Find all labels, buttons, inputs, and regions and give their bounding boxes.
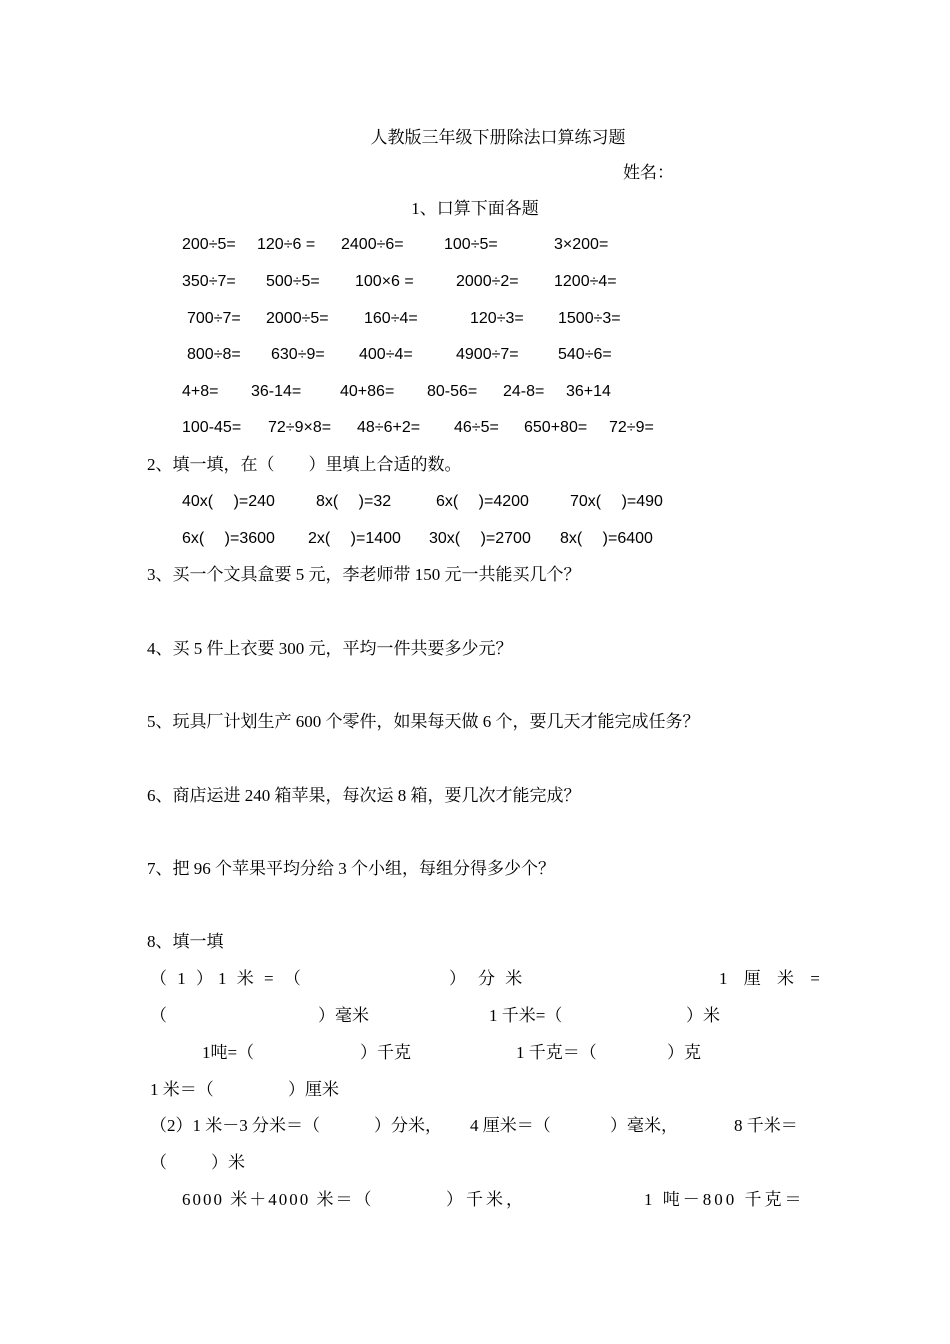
question-5: 5、玩具厂计划生产 600 个零件，如果每天做 6 个，要几天才能完成任务？	[147, 712, 700, 731]
conversion-text: 1 吨－800 千克＝	[644, 1190, 805, 1209]
section-2-heading: 2、填一填，在（ ）里填上合适的数。	[147, 455, 462, 474]
conversion-text: ）毫米	[318, 1006, 369, 1025]
problem: 120÷6 =	[257, 236, 316, 253]
conversion-text: ）千米，	[446, 1190, 526, 1209]
problem: 4900÷7=	[456, 346, 519, 363]
fill-blank-problem: 70x( )=490	[570, 493, 663, 510]
conversion-text: ）千克	[360, 1043, 411, 1062]
problem: 200÷5=	[182, 236, 236, 253]
part-1-label: （ 1 ）	[150, 969, 216, 988]
problem: 40+86=	[340, 383, 395, 400]
page-title: 人教版三年级下册除法口算练习题	[370, 128, 626, 147]
problem: 46÷5=	[454, 419, 499, 436]
problem: 36+14	[566, 383, 611, 400]
conversion-text: ）克	[667, 1043, 701, 1062]
section-8-heading: 8、填一填	[147, 932, 224, 951]
fill-blank-problem: 8x( )=6400	[560, 530, 653, 547]
problem: 350÷7=	[182, 273, 236, 290]
problem: 48÷6+2=	[357, 419, 421, 436]
problem: 72÷9×8=	[268, 419, 332, 436]
conversion-text: 1 厘 米 =	[719, 969, 826, 988]
conversion-text: 8 千米＝	[734, 1116, 798, 1135]
fill-blank-problem: 2x( )=1400	[308, 530, 401, 547]
conversion-text: 1 千米=（	[489, 1006, 563, 1025]
question-3: 3、买一个文具盒要 5 元，李老师带 150 元一共能买几个？	[147, 565, 581, 584]
problem: 1500÷3=	[558, 310, 621, 327]
fill-blank-problem: 6x( )=4200	[436, 493, 529, 510]
problem: 650+80=	[524, 419, 588, 436]
problem: 2000÷5=	[266, 310, 329, 327]
conversion-text: 1吨=（	[202, 1043, 255, 1062]
problem: 100-45=	[182, 419, 242, 436]
conversion-text: ）米	[686, 1006, 720, 1025]
problem: 72÷9=	[609, 419, 654, 436]
fill-blank-problem: 6x( )=3600	[182, 530, 275, 547]
problem: 800÷8=	[187, 346, 241, 363]
name-label: 姓名：	[623, 163, 674, 182]
conversion-text: ）厘米	[288, 1080, 339, 1099]
conversion-text: ）分米，	[374, 1116, 442, 1135]
problem: 540÷6=	[558, 346, 612, 363]
conversion-text: 6000 米＋4000 米＝（	[182, 1190, 374, 1209]
fill-blank-problem: 40x( )=240	[182, 493, 275, 510]
conversion-text: （2）1 米－3 分米＝（	[150, 1116, 320, 1135]
problem: 160÷4=	[364, 310, 418, 327]
conversion-text: （	[150, 1006, 167, 1025]
problem: 400÷4=	[359, 346, 413, 363]
conversion-text: ）	[449, 969, 466, 988]
question-6: 6、商店运进 240 箱苹果，每次运 8 箱，要几次才能完成？	[147, 786, 581, 805]
problem: 500÷5=	[266, 273, 320, 290]
question-4: 4、买 5 件上衣要 300 元，平均一件共要多少元？	[147, 639, 513, 658]
fill-blank-problem: 30x( )=2700	[429, 530, 531, 547]
problem: 1200÷4=	[554, 273, 617, 290]
conversion-text: 4 厘米＝（	[470, 1116, 551, 1135]
problem: 3×200=	[554, 236, 609, 253]
conversion-text: 1 米＝（	[150, 1080, 214, 1099]
conversion-text: 分 米	[478, 969, 526, 988]
conversion-text: 1 千克＝（	[516, 1043, 597, 1062]
problem: 2400÷6=	[341, 236, 404, 253]
problem: 24-8=	[503, 383, 545, 400]
problem: 630÷9=	[271, 346, 325, 363]
problem: 2000÷2=	[456, 273, 519, 290]
conversion-text: （	[150, 1153, 167, 1172]
problem: 100×6 =	[355, 273, 414, 290]
fill-blank-problem: 8x( )=32	[316, 493, 392, 510]
problem: 700÷7=	[187, 310, 241, 327]
conversion-text: ）毫米，	[610, 1116, 678, 1135]
conversion-text: 1 米 = （	[218, 969, 304, 988]
section-1-heading: 1、口算下面各题	[411, 199, 539, 218]
problem: 4+8=	[182, 383, 219, 400]
problem: 80-56=	[427, 383, 478, 400]
question-7: 7、把 96 个苹果平均分给 3 个小组，每组分得多少个？	[147, 859, 555, 878]
problem: 120÷3=	[470, 310, 524, 327]
problem: 36-14=	[251, 383, 302, 400]
problem: 100÷5=	[444, 236, 498, 253]
conversion-text: ）米	[211, 1153, 245, 1172]
